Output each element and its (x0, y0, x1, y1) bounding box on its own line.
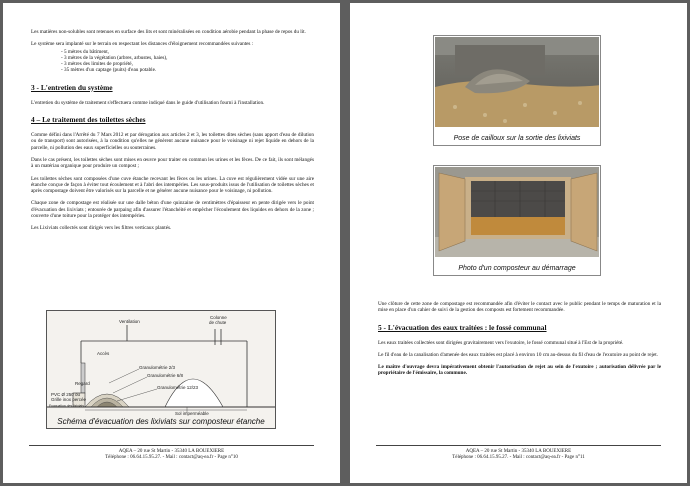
paragraph-cuve: Les toilettes sèches sont composées d'une cuve étanche recevant les fèces ou les urines. La cuve est régulièrement vidée sur une aire étanche conçue de façon à éviter tout écoulement et à l'abri des intempéries. Les sous-produits issus de l'utilisation de toilettes sèches et après compostage doivent être valorisés sur la parcelle et ne générer aucune nuisance pour le voisinage, ni pollution. (31, 175, 314, 195)
lixiviat-evacuation-diagram (46, 310, 276, 429)
footer-address: AQEA – 20 rue St Martin - 35340 LA BOUEXIERE (465, 448, 572, 454)
footer-rule (29, 445, 314, 446)
footer-address: AQEA – 20 rue St Martin - 35340 LA BOUEXIERE (118, 448, 225, 454)
list-item: - 35 mètres d'un captage (puits) d'eau potable. (61, 67, 157, 74)
document-page-11 (350, 3, 687, 483)
chute-label: de chute (209, 320, 227, 325)
footer-rule (376, 445, 661, 446)
paragraph-matieres: Les matières non-solubles sont retenues en surface des lits et sont minéralisées en condition aérobie pendant la phase de repos du lit. (31, 29, 306, 35)
footer-contact: Téléphone : 06.64.15.95.27. - Mail : contact@aq-ea.fr - Page n°11 (452, 454, 585, 460)
granulometrie-6-8-label: Granulométrie 6/8 (147, 373, 184, 378)
granulometrie-2-3-label: Granulométrie 2/3 (139, 365, 176, 370)
photo-composteur (433, 165, 601, 276)
grille-label: Grille inox percée (51, 397, 87, 402)
photo-1-caption: Pose de cailloux sur la sortie des lixiviats (453, 135, 581, 142)
diagram-drawing (47, 311, 276, 429)
paragraph-lixiviats: Les Lixiviats collectés sont dirigés vers les filtres verticaux plantés. (31, 225, 172, 232)
photo-gravel-outlet (433, 35, 601, 146)
gravel-photo-image (435, 37, 599, 127)
pvc-label: PVC Ø 250 ou (51, 392, 81, 397)
colonne-label: Colonne (210, 315, 227, 320)
document-page-10 (3, 3, 340, 483)
list-item: - 5 mètres du bâtiment, (61, 48, 109, 55)
paragraph-fil-eau: Le fil d'eau de la canalisation d'amenée des eaux traitées est placé à environ 10 cm au-dessus du fil d'eau de l'exutoire au point de rejet. (378, 351, 659, 358)
page-10-body (31, 29, 314, 238)
list-item: - 3 mètres des limites de propriété, (61, 61, 133, 68)
granulometrie-12-23-label: Granulométrie 12/23 (157, 385, 199, 390)
sol-impermeable-label: Sol imperméable (175, 411, 209, 416)
paragraph-entretien: L'entretien du système de traitement s'effectuera comme indiqué dans le guide d'utilisation fourni à l'installation. (31, 99, 265, 106)
list-item: - 3 mètres de la végétation (arbres, arbustes, haies), (61, 54, 168, 61)
photo-2-caption: Photo d'un composteur au démarrage (458, 265, 576, 272)
distances-list (61, 49, 314, 74)
page-10-footer (3, 449, 340, 461)
paragraph-arrete: Comme défini dans l'Arrêté du 7 Mars 2012 et par dérogation aux articles 2 et 3, les toilettes dites sèches (sans apport d'eau de dilution ou de transport) sont autorisées, à la condition qu'elles ne génèrent aucune nuisance pour le voisinage ni rejet liquide en dehors de la parcelle, ni pollution des eaux superficielles ou souterraines. (31, 132, 314, 151)
page-11-footer (350, 449, 687, 461)
regard-label: Regard (75, 381, 90, 386)
page-11-body (378, 301, 661, 383)
section-3-heading: 3 - L'entretien du système (31, 82, 113, 92)
ventilation-label: Ventilation (119, 319, 140, 324)
section-5-heading: 5 - L'évacuation des eaux traitées : le fossé communal (378, 322, 547, 332)
paragraph-autorisation-rejet: Le maître d'ouvrage devra impérativement obtenir l'autorisation de rejet au sein de l'exutoire ; autorisation délivrée par le propriétaire de l'émissaire, la commune. (378, 364, 661, 377)
paragraph-eaux-traitees: Les eaux traitées collectées sont dirigées gravitairement vers l'exutoire, le fossé communal situé à l'Est de la propriété. (378, 339, 624, 346)
paragraph-distances-intro: Le système sera implanté sur le terrain en respectant les distances d'éloignement recommandées suivantes : (31, 41, 254, 48)
footer-contact: Téléphone : 06.64.15.95.27. - Mail : contact@aq-ea.fr - Page n°10 (105, 454, 238, 460)
evacuation-label: Evacuation des lixiviats (49, 404, 85, 408)
paragraph-zone-compostage: Chaque zone de compostage est réalisée sur une dalle béton d'une quinzaine de centimètres d'épaisseur en pente dirigée vers le point d'évacuation des lixiviats ; entourée de parpaing afin d'assurer l'étanchéité et empêcher l'écoulement des liquides en dehors de la zone ; couverte d'une toiture pour la protéger des intempéries. (31, 200, 314, 220)
section-4-heading: 4 – Le traitement des toilettes sèches (31, 115, 146, 125)
paragraph-cloture: Une clôture de cette zone de compostage est recommandée afin d'éviter le contact avec le public pendant le temps de maturation et la mise en place d'un cahier de suivi de la gestion des composts est fortement recommandée. (378, 301, 661, 314)
diagram-caption: Schéma d'évacuation des lixiviats sur composteur étanche (57, 417, 265, 426)
paragraph-cas-present: Dans le cas présent, les toilettes sèches sont mises en œuvre pour traiter en commun les urines et les fèces. De ce fait, ils sont mélangés à un matériau organique pour produire un compost ; (31, 156, 314, 170)
composteur-photo-image (435, 167, 599, 257)
acces-label: Accès (97, 351, 110, 356)
